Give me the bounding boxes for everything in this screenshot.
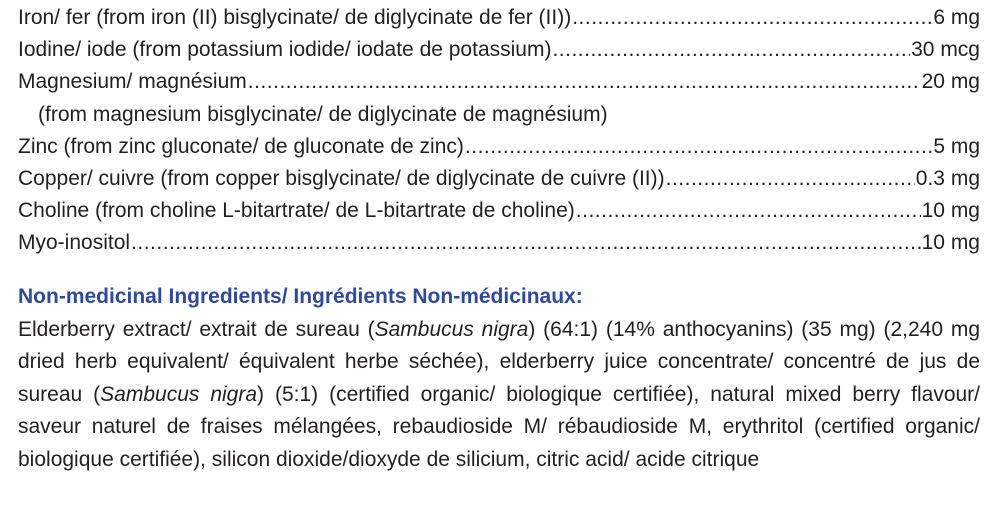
ingredient-amount: 10 mg (921, 231, 980, 255)
ingredient-amount: 20 mg (921, 70, 980, 94)
ingredient-list (18, 2, 980, 260)
non-medicinal-text-part: ) (5:1) (certified organic/ biologique certifiée), natural mixed berry flavour/ saveur naturel de fraises mélangées, rebaudioside M/ rébaudioside M, erythritol (certified organic/ biologique certifiée), silicon dioxide/dioxyde de silicium, citric acid/ acide citrique (18, 382, 981, 471)
ingredient-name: Magnesium/ magnésium (18, 70, 247, 94)
ingredient-name: Myo-inositol (18, 231, 131, 255)
dot-leader (465, 131, 932, 163)
dot-leader (576, 195, 921, 227)
ingredient-row-magnesium (18, 66, 980, 98)
ingredient-name: Iodine/ iode (from potassium iodide/ iodate de potassium) (18, 38, 552, 62)
non-medicinal-text-part: ) (64:1) (14% anthocyanins) (35 mg) (2,240 mg dried herb equivalent/ équivalent herbe séchée), elderberry juice concentrate/ concentré de jus de sureau ( (18, 318, 980, 406)
ingredient-name: Zinc (from zinc gluconate/ de gluconate de zinc) (18, 134, 464, 158)
dot-leader (552, 34, 910, 66)
ingredient-amount: 10 mg (921, 199, 980, 223)
ingredient-amount: 6 mg (933, 6, 980, 29)
dot-leader (666, 163, 915, 195)
ingredient-row-iodine (18, 34, 980, 66)
ingredient-row-iron (18, 2, 980, 34)
ingredient-row-myo-inositol (18, 227, 980, 259)
ingredient-amount: 30 mcg (911, 38, 980, 62)
ingredient-row-choline (18, 195, 980, 227)
ingredient-amount: 0.3 mg (915, 166, 980, 190)
ingredient-amount: 5 mg (933, 134, 980, 158)
supplement-label-panel (18, 0, 980, 509)
ingredient-name: Copper/ cuivre (from copper bisglycinate/ de diglycinate de cuivre (II)) (18, 166, 665, 190)
magnesium-source-note (18, 99, 980, 131)
dot-leader (572, 2, 932, 34)
ingredient-name: Iron/ fer (from iron (II) bisglycinate/ de diglycinate de fer (II)) (18, 6, 572, 29)
ingredient-source: (from magnesium bisglycinate/ de diglycinate de magnésium) (38, 102, 608, 126)
ingredient-name: Choline (from choline L-bitartrate/ de L-bitartrate de choline) (18, 199, 575, 223)
latin-name: Sambucus nigra (100, 382, 258, 406)
ingredient-row-copper (18, 163, 980, 195)
non-medicinal-text-part: Elderberry extract/ extrait de sureau ( (18, 318, 375, 341)
non-medicinal-heading: Non-medicinal Ingredients/ Ingrédients Non-médicinaux: (18, 285, 583, 308)
dot-leader (131, 227, 921, 259)
ingredient-row-zinc (18, 131, 980, 163)
dot-leader (248, 66, 921, 98)
latin-name: Sambucus nigra (374, 318, 529, 341)
non-medicinal-paragraph (18, 314, 980, 476)
